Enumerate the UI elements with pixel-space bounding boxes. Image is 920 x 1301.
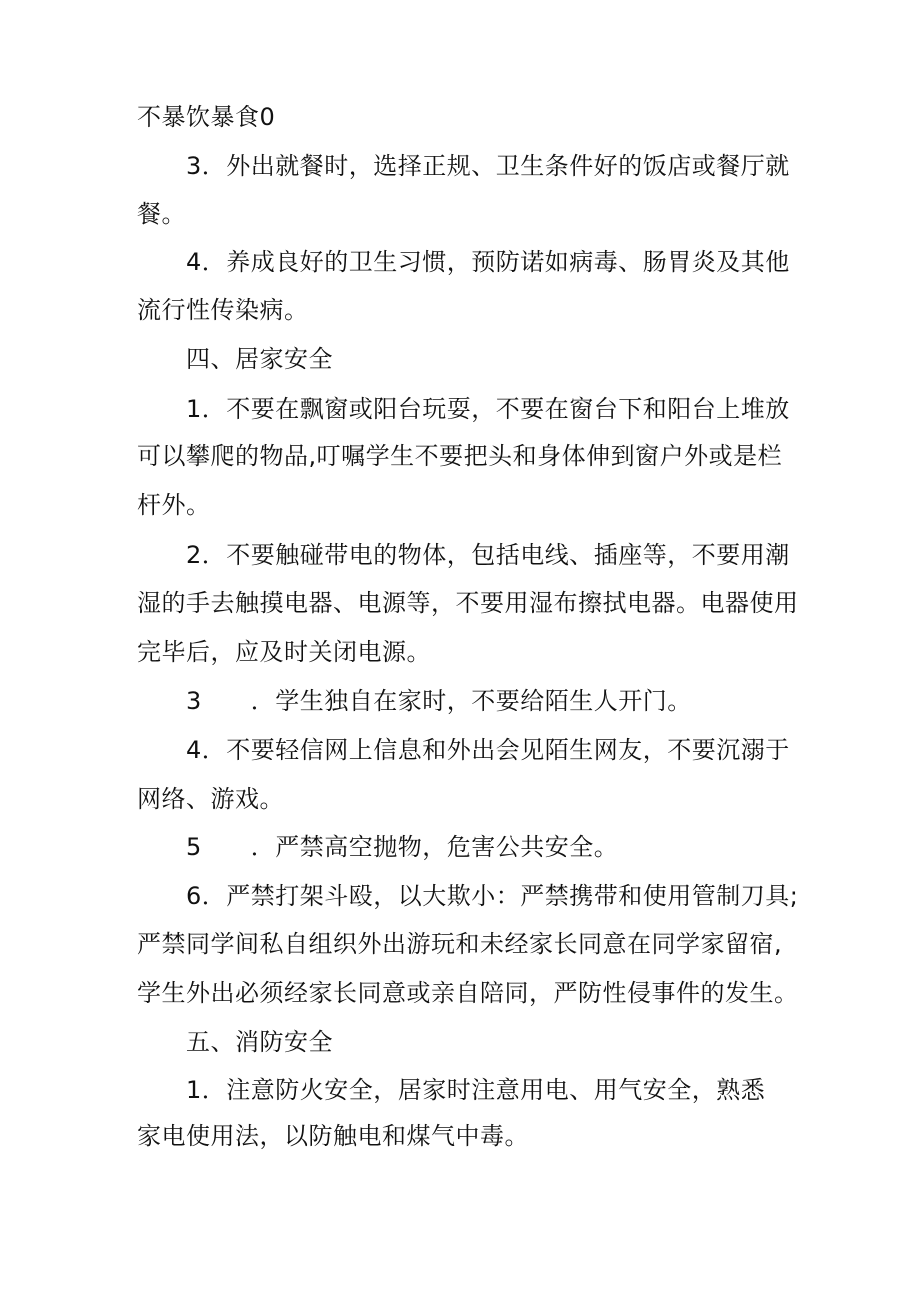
text-line: 餐。 — [137, 200, 186, 228]
paragraph-fire-1: 1．注意防火安全，居家时注意用电、用气安全，熟悉 — [186, 1076, 766, 1104]
text-line: 家电使用法，以防触电和煤气中毒。 — [137, 1122, 529, 1150]
text-line: 杆外。 — [137, 491, 211, 519]
text-line: 严禁同学间私自组织外出游玩和未经家长同意在同学家留宿, — [137, 930, 783, 958]
paragraph-home-2: 2．不要触碰带电的物体，包括电线、插座等，不要用潮 — [186, 541, 790, 569]
paragraph-home-6: 6．严禁打架斗殴，以大欺小：严禁携带和使用管制刀具; — [186, 882, 799, 910]
paragraph-home-5: 5 ．严禁高空抛物，危害公共安全。 — [186, 833, 619, 861]
paragraph-home-1: 1．不要在飘窗或阳台玩耍，不要在窗台下和阳台上堆放 — [186, 395, 790, 423]
text-line: 流行性传染病。 — [137, 296, 309, 324]
text-line: 不暴饮暴食0 — [137, 103, 276, 131]
text-line: 可以攀爬的物品,叮嘱学生不要把头和身体伸到窗户外或是栏 — [137, 442, 783, 470]
paragraph-food-4: 4．养成良好的卫生习惯，预防诺如病毒、肠胃炎及其他 — [186, 248, 790, 276]
text-line: 完毕后，应及时关闭电源。 — [137, 638, 431, 666]
paragraph-food-3: 3．外出就餐时，选择正规、卫生条件好的饭店或餐厅就 — [186, 152, 790, 180]
text-line: 湿的手去触摸电器、电源等，不要用湿布擦拭电器。电器使用 — [137, 589, 799, 617]
paragraph-home-3: 3 ．学生独自在家时，不要给陌生人开门。 — [186, 687, 692, 715]
section-heading-fire-safety: 五、消防安全 — [186, 1028, 333, 1056]
text-line: 网络、游戏。 — [137, 785, 284, 813]
section-heading-home-safety: 四、居家安全 — [186, 345, 333, 373]
text-line: 学生外出必须经家长同意或亲自陪同，严防性侵事件的发生。 — [137, 979, 799, 1007]
paragraph-home-4: 4．不要轻信网上信息和外出会见陌生网友，不要沉溺于 — [186, 736, 790, 764]
